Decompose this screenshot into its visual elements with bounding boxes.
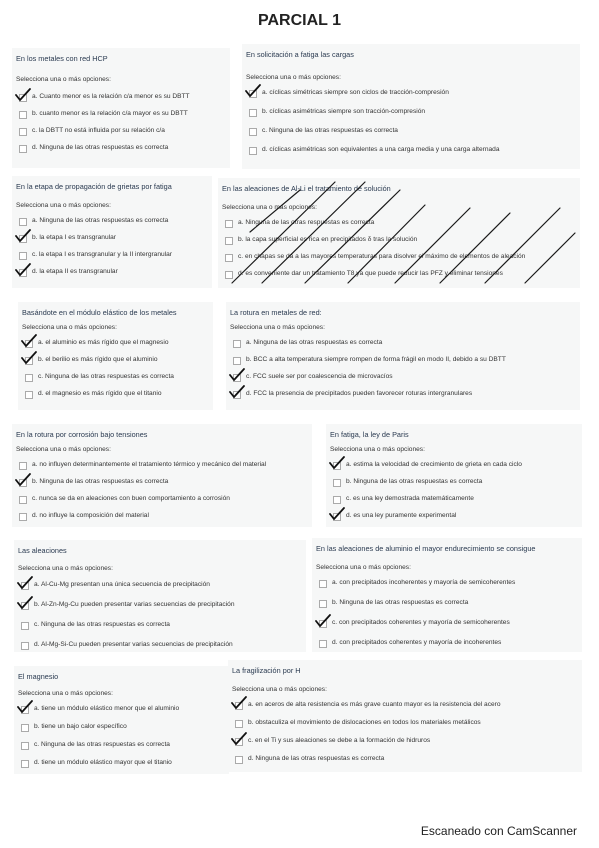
checkbox-square-icon: [233, 340, 241, 348]
answer-option[interactable]: [242, 107, 580, 119]
option-label: a. cíclicas simétricas siempre son ciclos de tracción-compresión: [262, 89, 449, 96]
checkbox-square-icon: [19, 496, 27, 504]
option-checkbox[interactable]: [246, 107, 258, 119]
option-checkbox[interactable]: [22, 338, 34, 350]
option-label: d. Ninguna de las otras respuestas es correcta: [32, 144, 169, 151]
check-mark-icon: [17, 700, 33, 714]
check-mark-icon: [245, 84, 261, 98]
checkbox-square-icon: [225, 271, 233, 279]
option-checkbox[interactable]: [330, 494, 342, 506]
option-label: b. Ninguna de las otras respuestas es correcta: [332, 599, 469, 606]
option-label: a. con precipitados incoherentes y mayoría de semicoherentes: [332, 579, 516, 586]
option-label: d. la etapa II es transgranular: [32, 268, 118, 275]
answer-option[interactable]: [12, 250, 212, 262]
checkbox-square-icon: [225, 220, 233, 228]
question-instruction: Selecciona una o más opciones:: [246, 74, 341, 81]
option-checkbox[interactable]: [16, 494, 28, 506]
option-checkbox[interactable]: [18, 704, 30, 716]
answer-option[interactable]: [14, 580, 306, 592]
question-instruction: Selecciona una o más opciones:: [232, 686, 327, 693]
check-mark-icon: [15, 263, 31, 277]
check-mark-icon: [17, 576, 33, 590]
answer-option[interactable]: [226, 372, 580, 384]
answer-option[interactable]: [12, 267, 212, 279]
option-label: d. el magnesio es más rígido que el titanio: [38, 390, 162, 397]
question-title: En los metales con red HCP: [16, 54, 108, 63]
option-label: d. no influye la composición del material: [32, 512, 149, 519]
question-instruction: Selecciona una o más opciones:: [222, 204, 317, 211]
option-checkbox[interactable]: [222, 252, 234, 264]
option-label: d. es conveniente dar un tratamiento T8 ya que puede reducir las PFZ y eliminar tensiones: [238, 270, 503, 277]
check-mark-icon: [231, 696, 247, 710]
option-checkbox[interactable]: [232, 736, 244, 748]
question-title: Las aleaciones: [18, 546, 67, 555]
answer-option[interactable]: [12, 109, 230, 121]
option-checkbox[interactable]: [16, 250, 28, 262]
option-checkbox[interactable]: [18, 620, 30, 632]
option-checkbox[interactable]: [330, 511, 342, 523]
option-checkbox[interactable]: [18, 600, 30, 612]
checkbox-square-icon: [249, 147, 257, 155]
option-checkbox[interactable]: [16, 511, 28, 523]
option-checkbox[interactable]: [16, 109, 28, 121]
option-label: a. en aceros de alta resistencia es más grave cuanto mayor es la resistencia del acero: [248, 701, 501, 708]
check-mark-icon: [229, 385, 245, 399]
question-instruction: Selecciona una o más opciones:: [18, 690, 113, 697]
option-label: a. el aluminio es más rígido que el magnesio: [38, 339, 169, 346]
question-instruction: Selecciona una o más opciones:: [316, 564, 411, 571]
question-title: La rotura en metales de red:: [230, 308, 322, 317]
option-checkbox[interactable]: [230, 355, 242, 367]
answer-option[interactable]: [218, 218, 580, 230]
option-label: b. el berilio es más rígido que el aluminio: [38, 356, 158, 363]
answer-option[interactable]: [218, 269, 580, 281]
answer-option[interactable]: [218, 235, 580, 247]
option-label: a. Cuanto menor es la relación c/a menor es su DBTT: [32, 93, 190, 100]
answer-option[interactable]: [14, 704, 229, 716]
option-label: d. cíclicas asimétricas son equivalentes a una carga media y una carga alternada: [262, 146, 500, 153]
answer-option[interactable]: [14, 600, 306, 612]
option-label: d. FCC la presencia de precipitados pueden favorecer roturas intergranulares: [246, 390, 473, 397]
option-label: a. Ninguna de las otras respuestas es correcta: [32, 217, 169, 224]
question-instruction: Selecciona una o más opciones:: [230, 324, 325, 331]
answer-option[interactable]: [14, 640, 306, 652]
checkbox-square-icon: [19, 128, 27, 136]
option-checkbox[interactable]: [222, 269, 234, 281]
check-mark-icon: [17, 596, 33, 610]
option-checkbox[interactable]: [330, 477, 342, 489]
question-title: En la rotura por corrosión bajo tensiones: [16, 430, 148, 439]
check-mark-icon: [231, 732, 247, 746]
option-label: c. es una ley demostrada matemáticamente: [346, 495, 474, 502]
option-checkbox[interactable]: [16, 267, 28, 279]
option-checkbox[interactable]: [16, 477, 28, 489]
answer-option[interactable]: [218, 252, 580, 264]
answer-option[interactable]: [312, 638, 582, 650]
option-checkbox[interactable]: [230, 372, 242, 384]
question-title: El magnesio: [18, 672, 59, 681]
checkbox-square-icon: [319, 580, 327, 588]
option-label: a. Al-Cu-Mg presentan una única secuencia de precipitación: [34, 581, 210, 588]
option-label: b. obstaculiza el movimiento de dislocaciones en todos los materiales metálicos: [248, 719, 481, 726]
option-label: b. cíclicas asimétricas siempre son tracción-compresión: [262, 108, 426, 115]
option-checkbox[interactable]: [16, 143, 28, 155]
answer-option[interactable]: [14, 740, 229, 752]
answer-option[interactable]: [228, 754, 582, 766]
option-label: b. Al-Zn-Mg-Cu pueden presentar varias secuencias de precipitación: [34, 601, 235, 608]
option-label: c. Ninguna de las otras respuestas es correcta: [262, 127, 398, 134]
option-checkbox[interactable]: [18, 640, 30, 652]
check-mark-icon: [15, 229, 31, 243]
answer-option[interactable]: [228, 700, 582, 712]
checkbox-square-icon: [233, 357, 241, 365]
option-label: c. en el Ti y sus aleaciones se debe a la formación de hidruros: [248, 737, 431, 744]
answer-option[interactable]: [12, 477, 312, 489]
question-title: La fragilización por H: [232, 666, 301, 675]
question-title: Basándote en el módulo elástico de los metales: [22, 308, 177, 317]
answer-option[interactable]: [12, 143, 230, 155]
option-label: b. BCC a alta temperatura siempre rompen de forma frágil en modo II, debido a su DBTT: [246, 356, 506, 363]
option-label: c. la DBTT no está influida por su relación c/a: [32, 127, 165, 134]
option-label: c. nunca se da en aleaciones con buen comportamiento a corrosión: [32, 495, 230, 502]
checkbox-square-icon: [19, 145, 27, 153]
option-label: b. tiene un bajo calor específico: [34, 723, 127, 730]
option-label: c. en chapas se da a las mayores temperaturas para disolver el máximo de elementos de aleación: [238, 253, 526, 260]
answer-option[interactable]: [228, 718, 582, 730]
checkbox-square-icon: [319, 600, 327, 608]
option-checkbox[interactable]: [230, 338, 242, 350]
option-checkbox[interactable]: [18, 740, 30, 752]
option-checkbox[interactable]: [16, 126, 28, 138]
answer-option[interactable]: [18, 389, 213, 401]
option-checkbox[interactable]: [246, 88, 258, 100]
option-label: c. Ninguna de las otras respuestas es correcta: [34, 741, 170, 748]
checkbox-square-icon: [333, 479, 341, 487]
option-checkbox[interactable]: [222, 235, 234, 247]
checkbox-square-icon: [21, 642, 29, 650]
option-label: b. Ninguna de las otras respuestas es correcta: [32, 478, 169, 485]
answer-option[interactable]: [226, 355, 580, 367]
answer-option[interactable]: [18, 372, 213, 384]
check-mark-icon: [329, 507, 345, 521]
checkbox-square-icon: [319, 640, 327, 648]
question-title: En fatiga, la ley de Paris: [330, 430, 409, 439]
option-label: c. con precipitados coherentes y mayoría de semicoherentes: [332, 619, 510, 626]
question-block: [12, 48, 230, 168]
option-label: d. tiene un módulo elástico mayor que el titanio: [34, 759, 172, 766]
answer-option[interactable]: [326, 511, 582, 523]
option-checkbox[interactable]: [246, 145, 258, 157]
checkbox-square-icon: [249, 109, 257, 117]
option-checkbox[interactable]: [316, 598, 328, 610]
option-checkbox[interactable]: [232, 700, 244, 712]
option-checkbox[interactable]: [330, 460, 342, 472]
option-label: a. Ninguna de las otras respuestas es correcta: [246, 339, 383, 346]
answer-option[interactable]: [326, 477, 582, 489]
question-block: [12, 424, 312, 527]
answer-option[interactable]: [14, 758, 229, 770]
question-block: [326, 424, 582, 527]
checkbox-square-icon: [21, 742, 29, 750]
answer-option[interactable]: [242, 126, 580, 138]
question-title: En las aleaciones de aluminio el mayor endurecimiento se consigue: [316, 544, 536, 553]
answer-option[interactable]: [326, 460, 582, 472]
option-checkbox[interactable]: [230, 389, 242, 401]
option-checkbox[interactable]: [22, 372, 34, 384]
checkbox-square-icon: [19, 218, 27, 226]
option-checkbox[interactable]: [222, 218, 234, 230]
checkbox-square-icon: [21, 724, 29, 732]
checkbox-square-icon: [235, 756, 243, 764]
option-checkbox[interactable]: [16, 92, 28, 104]
answer-option[interactable]: [312, 618, 582, 630]
checkbox-square-icon: [333, 496, 341, 504]
option-label: a. estima la velocidad de crecimiento de grieta en cada ciclo: [346, 461, 522, 468]
option-checkbox[interactable]: [16, 216, 28, 228]
question-block: [228, 660, 582, 772]
check-mark-icon: [329, 456, 345, 470]
question-instruction: Selecciona una o más opciones:: [330, 446, 425, 453]
option-label: a. tiene un módulo elástico menor que el aluminio: [34, 705, 180, 712]
answer-option[interactable]: [226, 338, 580, 350]
answer-option[interactable]: [312, 578, 582, 590]
question-block: [12, 176, 212, 288]
answer-option[interactable]: [18, 355, 213, 367]
option-checkbox[interactable]: [16, 460, 28, 472]
check-mark-icon: [15, 473, 31, 487]
question-block: [242, 44, 580, 169]
question-instruction: Selecciona una o más opciones:: [16, 76, 111, 83]
option-label: c. FCC suele ser por coalescencia de microvacíos: [246, 373, 393, 380]
check-mark-icon: [229, 368, 245, 382]
answer-option[interactable]: [228, 736, 582, 748]
checkbox-square-icon: [25, 391, 33, 399]
question-block: [312, 538, 582, 652]
option-label: a. Ninguna de las otras respuestas es correcta: [238, 219, 375, 226]
option-checkbox[interactable]: [316, 618, 328, 630]
answer-option[interactable]: [12, 216, 212, 228]
answer-option[interactable]: [312, 598, 582, 610]
scanner-watermark: Escaneado con CamScanner: [420, 824, 577, 838]
option-checkbox[interactable]: [316, 638, 328, 650]
option-label: b. Ninguna de las otras respuestas es correcta: [346, 478, 483, 485]
answer-option[interactable]: [12, 233, 212, 245]
checkbox-square-icon: [21, 760, 29, 768]
answer-option[interactable]: [12, 511, 312, 523]
option-checkbox[interactable]: [22, 355, 34, 367]
answer-option[interactable]: [242, 88, 580, 100]
answer-option[interactable]: [12, 126, 230, 138]
option-label: d. Ninguna de las otras respuestas es correcta: [248, 755, 385, 762]
answer-option[interactable]: [12, 460, 312, 472]
option-checkbox[interactable]: [18, 758, 30, 770]
question-title: En las aleaciones de Al-Li el tratamiento de solución: [222, 184, 391, 193]
option-label: b. cuanto menor es la relación c/a mayor es su DBTT: [32, 110, 188, 117]
answer-option[interactable]: [18, 338, 213, 350]
check-mark-icon: [21, 334, 37, 348]
question-block: [226, 302, 580, 410]
option-label: d. Al-Mg-Si-Cu pueden presentar varias secuencias de precipitación: [34, 641, 233, 648]
question-title: En solicitación a fatiga las cargas: [246, 50, 354, 59]
option-label: b. la capa superficial es rica en precipitados δ tras la solución: [238, 236, 418, 243]
question-title: En la etapa de propagación de grietas por fatiga: [16, 182, 172, 191]
checkbox-square-icon: [19, 252, 27, 260]
question-instruction: Selecciona una o más opciones:: [16, 446, 111, 453]
checkbox-square-icon: [249, 128, 257, 136]
question-block: [14, 540, 306, 652]
option-checkbox[interactable]: [232, 718, 244, 730]
checkbox-square-icon: [19, 462, 27, 470]
answer-option[interactable]: [12, 494, 312, 506]
check-mark-icon: [315, 614, 331, 628]
answer-option[interactable]: [326, 494, 582, 506]
checkbox-square-icon: [25, 374, 33, 382]
option-checkbox[interactable]: [18, 580, 30, 592]
checkbox-square-icon: [235, 720, 243, 728]
check-mark-icon: [21, 351, 37, 365]
answer-option[interactable]: [14, 620, 306, 632]
option-checkbox[interactable]: [232, 754, 244, 766]
option-label: b. la etapa I es transgranular: [32, 234, 116, 241]
answer-option[interactable]: [242, 145, 580, 157]
option-label: c. Ninguna de las otras respuestas es correcta: [34, 621, 170, 628]
option-checkbox[interactable]: [22, 389, 34, 401]
option-checkbox[interactable]: [246, 126, 258, 138]
check-mark-icon: [15, 88, 31, 102]
option-checkbox[interactable]: [18, 722, 30, 734]
page-title: PARCIAL 1: [258, 12, 341, 29]
question-block: [218, 178, 580, 288]
checkbox-square-icon: [19, 513, 27, 521]
option-label: c. la etapa I es transgranular y la II intergranular: [32, 251, 173, 258]
option-checkbox[interactable]: [316, 578, 328, 590]
checkbox-square-icon: [19, 111, 27, 119]
option-label: c. Ninguna de las otras respuestas es correcta: [38, 373, 174, 380]
question-instruction: Selecciona una o más opciones:: [18, 565, 113, 572]
checkbox-square-icon: [21, 622, 29, 630]
question-block: [14, 666, 229, 774]
option-checkbox[interactable]: [16, 233, 28, 245]
option-label: d. es una ley puramente experimental: [346, 512, 457, 519]
question-instruction: Selecciona una o más opciones:: [22, 324, 117, 331]
answer-option[interactable]: [12, 92, 230, 104]
question-block: [18, 302, 213, 410]
answer-option[interactable]: [226, 389, 580, 401]
checkbox-square-icon: [225, 237, 233, 245]
checkbox-square-icon: [225, 254, 233, 262]
option-label: a. no influyen determinantemente el tratamiento térmico y mecánico del material: [32, 461, 267, 468]
option-label: d. con precipitados coherentes y mayoría de incoherentes: [332, 639, 502, 646]
question-instruction: Selecciona una o más opciones:: [16, 202, 111, 209]
answer-option[interactable]: [14, 722, 229, 734]
